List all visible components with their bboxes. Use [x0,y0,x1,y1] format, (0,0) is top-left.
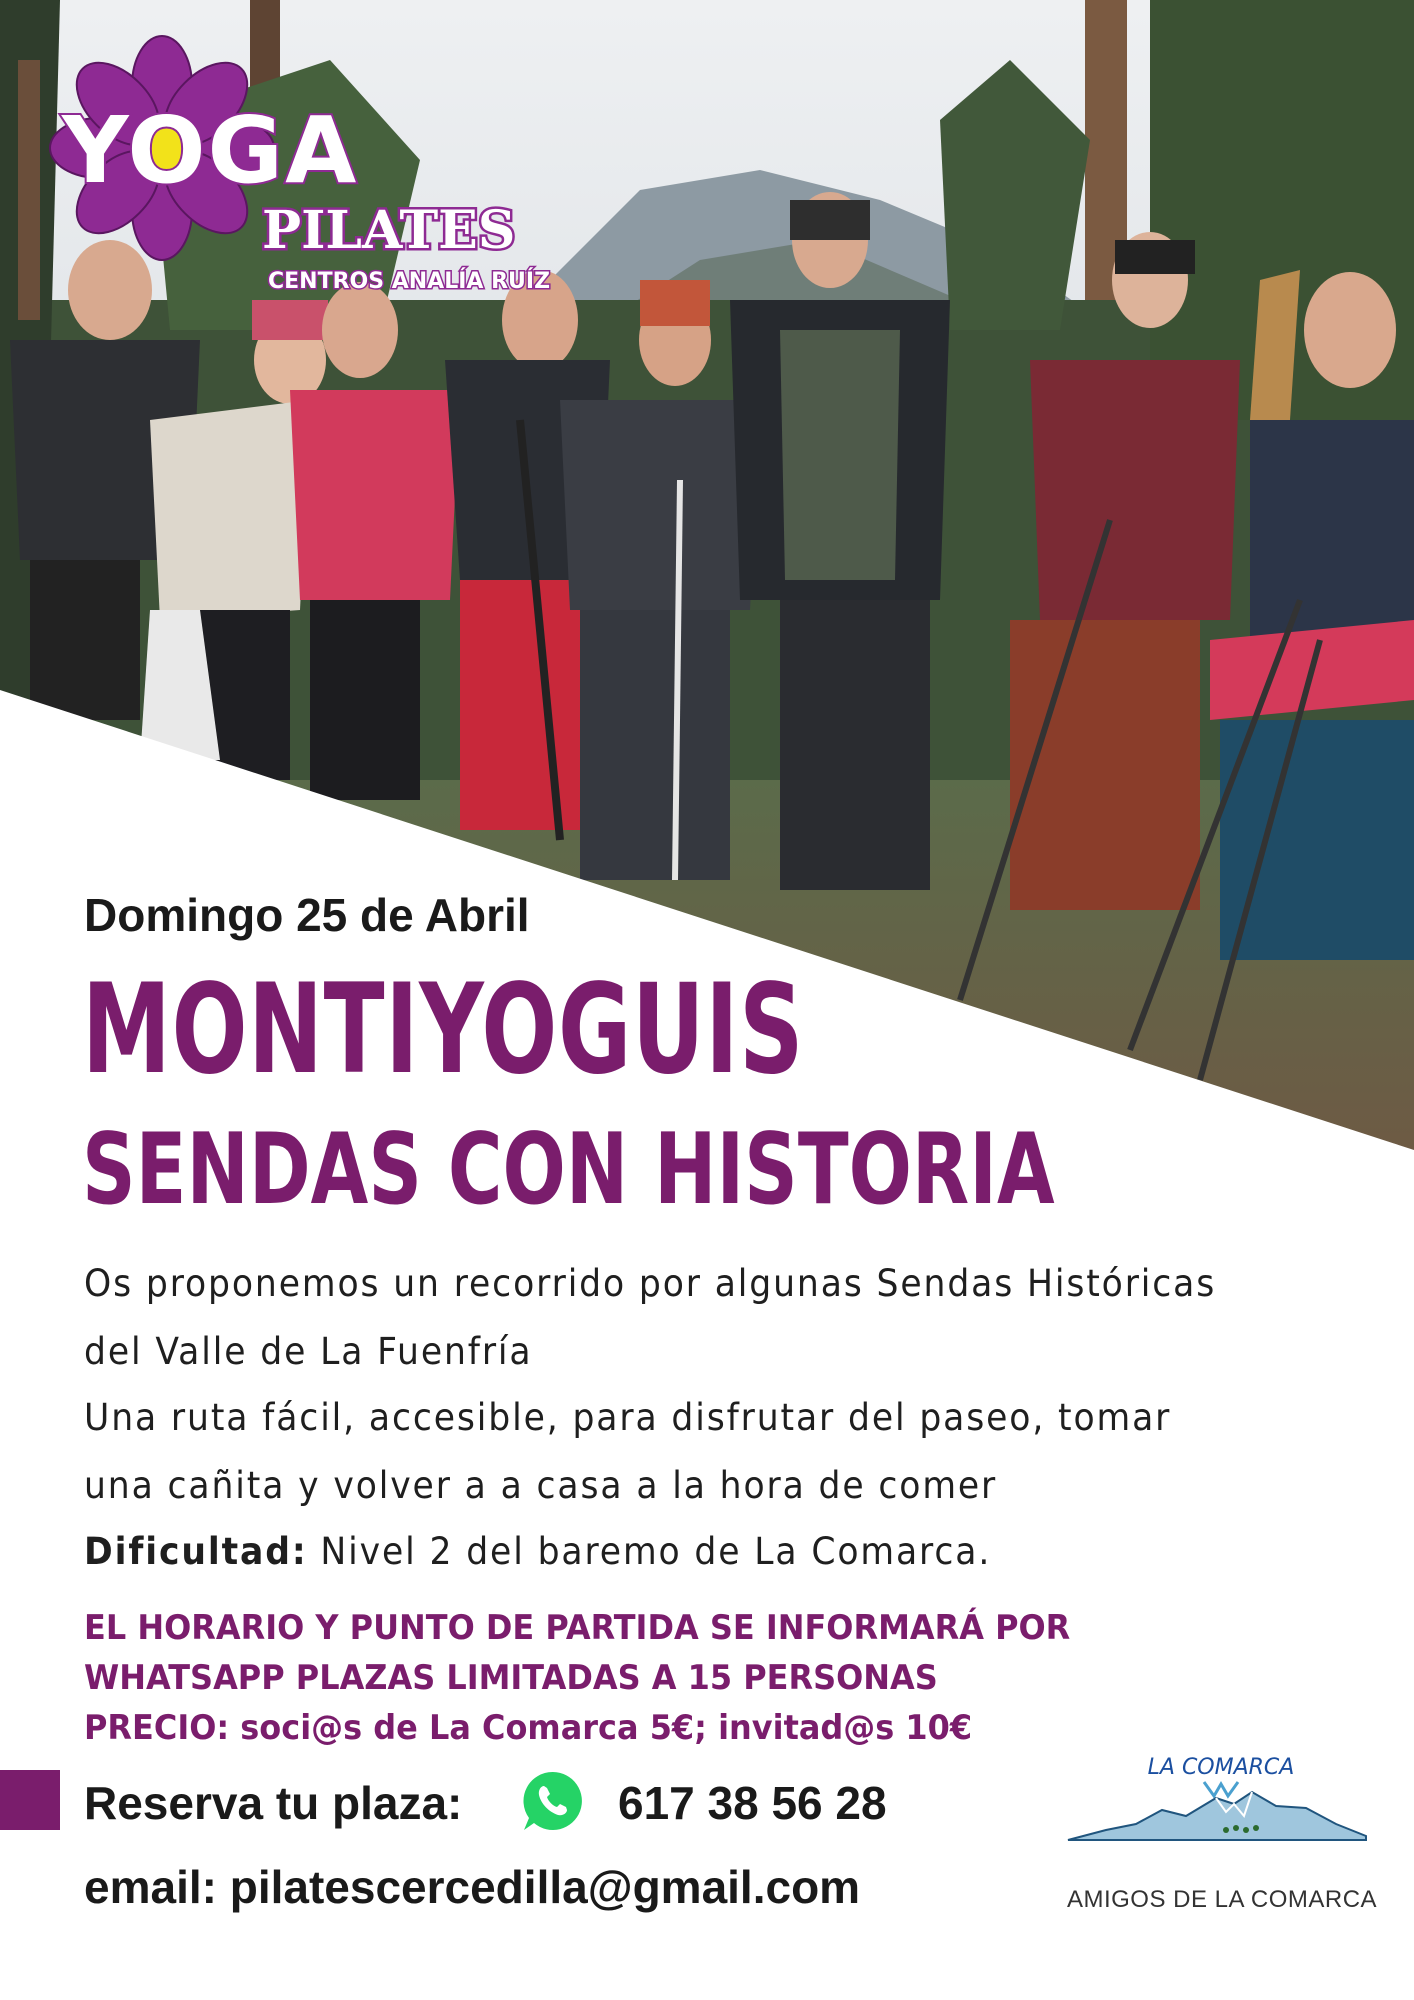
logo-word-yoga: YOGA [62,97,359,204]
whatsapp-icon[interactable] [520,1768,586,1834]
event-subtitle: SENDAS CON HISTORIA [82,1113,1055,1227]
description-line-1: Os proponemos un recorrido por algunas Sendas Históricas [84,1262,1217,1305]
email-contact[interactable]: email: pilatescercedilla@gmail.com [84,1861,861,1913]
partner-caption: AMIGOS DE LA COMARCA [1066,1886,1378,1913]
description-line-3: Una ruta fácil, accesible, para disfrutar del paseo, tomar [84,1396,1172,1439]
description-line-2: del Valle de La Fuenfría [84,1330,533,1373]
description-line-4: una cañita y volver a a casa a la hora de comer [84,1464,998,1507]
yoga-pilates-logo [40,30,600,300]
event-title: MONTIYOGUIS [82,958,805,1102]
la-comarca-logo-text: LA COMARCA [1147,1755,1295,1780]
notice-line-1: EL HORARIO Y PUNTO DE PARTIDA SE INFORMARÁ POR [84,1608,1071,1648]
logo-tagline: CENTROS ANALÍA RUÍZ [268,269,551,294]
la-comarca-logo [1066,1712,1376,1872]
event-date: Domingo 25 de Abril [84,889,530,941]
reserve-label: Reserva tu plaza: [84,1777,463,1829]
accent-bar [0,1770,60,1830]
phone-number[interactable]: 617 38 56 28 [618,1777,887,1829]
difficulty-value: Nivel 2 del baremo de La Comarca. [320,1530,992,1573]
difficulty [84,1530,991,1573]
price-line: PRECIO: soci@s de La Comarca 5€; invitad@s 10€ [84,1708,973,1748]
notice-line-2: WHATSAPP PLAZAS LIMITADAS A 15 PERSONAS [84,1658,938,1698]
logo-word-pilates: PILATES [262,200,516,261]
difficulty-label: Dificultad: [84,1530,308,1573]
